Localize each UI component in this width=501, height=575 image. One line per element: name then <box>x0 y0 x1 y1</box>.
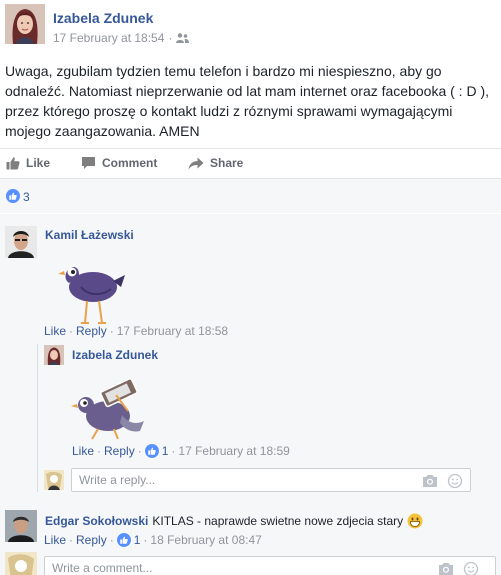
pigeon-phone-sticker[interactable] <box>70 371 152 445</box>
reaction-count[interactable]: 3 <box>23 190 30 204</box>
like-bubble-icon <box>117 533 131 547</box>
reply-timestamp[interactable]: 17 February at 18:59 <box>178 444 290 458</box>
pigeon-sticker[interactable] <box>55 251 127 331</box>
reply-like-count[interactable]: 1 <box>145 444 169 458</box>
post-action-bar <box>0 148 501 178</box>
avatar[interactable] <box>5 226 37 258</box>
grin-emoji-icon <box>407 513 423 529</box>
camera-icon[interactable] <box>438 561 454 575</box>
comment-like-link[interactable]: Like <box>44 324 67 338</box>
comment-input[interactable] <box>52 561 382 575</box>
share-label: Share <box>210 156 244 170</box>
reply-author[interactable]: Izabela Zdunek <box>72 348 159 362</box>
friends-icon[interactable] <box>176 33 189 43</box>
camera-icon[interactable] <box>422 473 438 489</box>
emoji-icon[interactable] <box>447 473 463 489</box>
post-body-text: Uwaga, zgubilam tydzien temu telefon i bardzo mi niespieszno, aby go odnaleźć. Natomiast nieprzerwanie od lat mam internet oraz facebooka ( : D ), przez którego proszę o kontakt ludzi z róznymi sprawami wymagającymi mojego zaangazowania. AMEN <box>5 63 490 139</box>
comment-like-count[interactable]: 1 <box>117 533 141 547</box>
comments-section <box>0 214 501 575</box>
current-user-avatar <box>44 470 64 490</box>
comment-input-box <box>44 556 496 575</box>
post-author-avatar[interactable] <box>5 4 45 44</box>
meta-separator: · <box>168 31 173 45</box>
comment-timestamp[interactable]: 18 February at 08:47 <box>150 533 262 547</box>
reply-input[interactable] <box>79 473 409 487</box>
comment-reply-link[interactable]: Reply <box>76 324 107 338</box>
comment-like-link[interactable]: Like <box>44 533 67 547</box>
comment-reply-link[interactable]: Reply <box>76 533 107 547</box>
emoji-icon[interactable] <box>463 561 479 575</box>
reply-like-link[interactable]: Like <box>72 444 95 458</box>
comment-label: Comment <box>102 156 158 170</box>
like-label: Like <box>26 156 51 170</box>
like-reaction-icon <box>6 189 20 203</box>
current-user-avatar <box>5 552 37 575</box>
reactions-summary[interactable] <box>0 178 501 213</box>
comment-author[interactable]: Kamil Łażewski <box>45 228 134 242</box>
comment-icon <box>81 156 96 170</box>
comment-text: KITLAS - naprawde swietne nowe zdjecia stary <box>152 514 404 528</box>
like-button[interactable] <box>6 156 50 170</box>
share-icon <box>188 157 204 170</box>
comment-actions: Like · Reply · 17 February at 18:58 <box>44 324 229 338</box>
avatar[interactable] <box>44 345 64 365</box>
avatar[interactable] <box>5 510 37 542</box>
comment-actions: Like · Reply · 1 · 18 February at 08:47 <box>44 533 262 547</box>
thumbs-up-icon <box>6 156 20 170</box>
post-header <box>0 0 501 54</box>
reply-reply-link[interactable]: Reply <box>104 444 135 458</box>
like-bubble-icon <box>145 444 159 458</box>
reply-actions: Like · Reply · 1 · 17 February at 18:59 <box>72 444 290 458</box>
comment-button[interactable] <box>81 156 157 170</box>
comment-author[interactable]: Edgar Sokołowski <box>45 514 149 528</box>
post-author-name[interactable]: Izabela Zdunek <box>53 10 154 26</box>
comment-timestamp[interactable]: 17 February at 18:58 <box>116 324 229 338</box>
post-timestamp[interactable]: 17 February at 18:54 <box>53 31 165 45</box>
reply-thread-line <box>37 344 38 492</box>
share-button[interactable] <box>188 156 243 170</box>
reply-input-box <box>71 468 471 492</box>
post-meta <box>53 31 189 45</box>
comment-body <box>45 513 495 529</box>
